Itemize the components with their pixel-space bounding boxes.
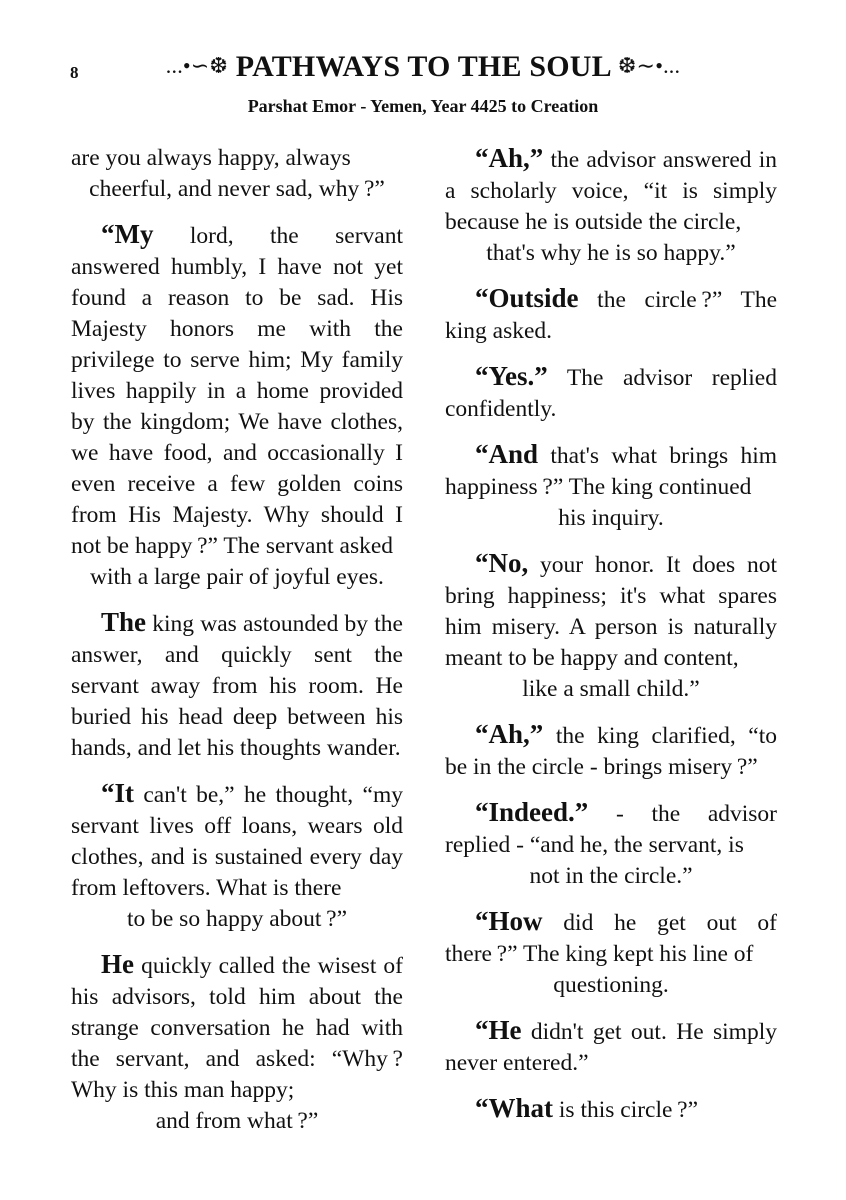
paragraph-last-line: to be so happy about ?” [126, 906, 348, 932]
paragraph [445, 1015, 777, 1079]
paragraph-body: the circle ?” The king asked. [445, 287, 777, 344]
paragraph-lead-word: “Ah,” [475, 719, 544, 749]
paragraph-last-line: not in the circle.” [529, 863, 693, 889]
paragraph [71, 778, 403, 935]
paragraph [445, 797, 777, 892]
paragraph-last-line: and from what ?” [155, 1108, 319, 1134]
ornament-right-icon: ❆∼•... [617, 53, 681, 78]
left-column [71, 143, 403, 1151]
paragraph-lead-word: “How [475, 906, 543, 936]
paragraph [445, 283, 777, 347]
paragraph-lead-word: “He [475, 1015, 522, 1045]
paragraph [445, 361, 777, 425]
paragraph-last-line: questioning. [553, 972, 669, 998]
paragraph-body: the advisor answered in a scholarly voice, “it is simply because he is outside the circle, [445, 147, 777, 235]
paragraph [445, 906, 777, 1001]
running-header [130, 50, 716, 84]
paragraph-body: are you always happy, always [71, 145, 351, 171]
paragraph-body: The advisor replied confidently. [445, 365, 777, 422]
paragraph-lead-word: “Yes.” [475, 361, 548, 391]
paragraph-body: king was astounded by the answer, and quickly sent the servant away from his room. He buried his head deep between his hands, and let his thoughts wander. [71, 611, 403, 761]
paragraph [71, 219, 403, 593]
paragraph-lead-word: “Ah,” [475, 143, 544, 173]
paragraph-lead-word: “No, [475, 548, 529, 578]
paragraph-lead-word: “Indeed.” [475, 797, 589, 827]
paragraph [71, 607, 403, 764]
chapter-subtitle: Parshat Emor - Yemen, Year 4425 to Creation [247, 96, 599, 116]
paragraph-lead-word: “My [101, 219, 154, 249]
paragraph-lead-word: “And [475, 439, 539, 469]
paragraph-body: your honor. It does not bring happiness; it's what spares him misery. A person is naturally meant to be happy and content, [445, 552, 777, 671]
paragraph-body: - the advisor replied - “and he, the servant, is [445, 801, 777, 858]
paragraph-body: that's what brings him happiness ?” The king continued [445, 443, 777, 500]
paragraph-last-line: like a small child.” [522, 676, 700, 702]
paragraph [445, 143, 777, 269]
paragraph [445, 1093, 777, 1126]
book-title: PATHWAYS TO THE SOUL [235, 50, 611, 83]
paragraph-last-line: that's why he is so happy.” [486, 240, 736, 266]
paragraph-lead-word: The [101, 607, 147, 637]
paragraph [71, 949, 403, 1137]
paragraph-last-line: his inquiry. [558, 505, 664, 531]
page-number: 8 [70, 63, 79, 82]
paragraph-body: quickly called the wisest of his advisors, told him about the strange conversation he had with the servant, and asked: “Why ? Why is this man happy; [71, 953, 403, 1103]
paragraph-lead-word: “What [475, 1093, 554, 1123]
paragraph-body: did he get out of there ?” The king kept his line of [445, 910, 777, 967]
paragraph [445, 439, 777, 534]
paragraph-body: is this circle ?” [553, 1097, 699, 1123]
paragraph-body: can't be,” he thought, “my servant lives off loans, wears old clothes, and is sustained every day from leftovers. What is there [71, 782, 403, 901]
paragraph-body: the king clarified, “to be in the circle - brings misery ?” [445, 723, 777, 780]
paragraph [445, 719, 777, 783]
paragraph [445, 548, 777, 705]
paragraph-lead-word: “It [101, 778, 134, 808]
paragraph-body: lord, the servant answered humbly, I have not yet found a reason to be sad. His Majesty honors me with the privilege to serve him; My family lives happily in a home provided by the kingdom; We have clothes, we have food, and occasionally I even receive a few golden coins from His Majesty. Why should I not be happy ?” The servant asked [71, 223, 403, 559]
paragraph-lead-word: “Outside [475, 283, 579, 313]
ornament-left-icon: ...•∽❆ [165, 53, 229, 78]
paragraph-body: didn't get out. He simply never entered.” [445, 1019, 777, 1076]
paragraph-last-line: cheerful, and never sad, why ?” [89, 176, 385, 202]
paragraph-lead-word: He [101, 949, 134, 979]
paragraph-last-line: with a large pair of joyful eyes. [90, 564, 384, 590]
right-column [445, 143, 777, 1140]
paragraph [71, 143, 403, 205]
